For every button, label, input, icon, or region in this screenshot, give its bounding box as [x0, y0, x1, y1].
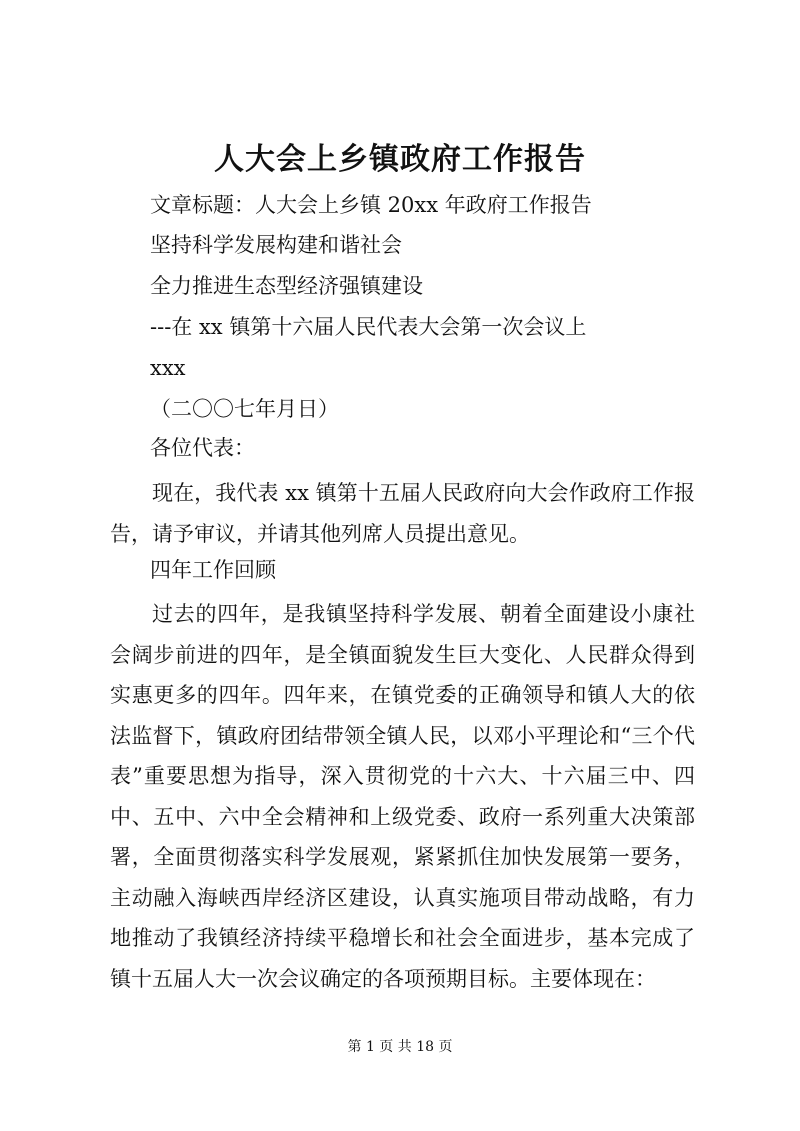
date-line: （二〇〇七年月日）	[150, 397, 339, 421]
section-heading: 四年工作回顾	[150, 558, 276, 582]
document-title: 人大会上乡镇政府工作报告	[214, 142, 586, 177]
meeting-line: ---在 xx 镇第十六届人民代表大会第一次会议上	[150, 315, 587, 339]
intro-paragraph: 现在，我代表 xx 镇第十五届人民政府向大会作政府工作报告，请予审议，并请其他列席人员提出意见。	[110, 481, 695, 546]
review-paragraph: 过去的四年，是我镇坚持科学发展、朝着全面建设小康社会阔步前进的四年，是全镇面貌发生巨大变化、人民群众得到实惠更多的四年。四年来，在镇党委的正确领导和镇人大的依法监督下，镇政府团结带领全镇人民，以邓小平理论和“三个代表”重要思想为指导，深入贯彻党的十六大、十六届三中、四中、五中、六中全会精神和上级党委、政府一系列重大决策部署，全面贯彻落实科学发展观，紧紧抓住加快发展第一要务，主动融入海峡西岸经济区建设，认真实施项目带动战略，有力地推动了我镇经济持续平稳增长和社会全面进步，基本完成了镇十五届人大一次会议确定的各项预期目标。主要体现在：	[110, 602, 695, 991]
subtitle-line-2: 全力推进生态型经济强镇建设	[150, 274, 423, 298]
subtitle-line-1: 坚持科学发展构建和谐社会	[150, 233, 402, 257]
speaker-name: xxx	[150, 356, 186, 380]
salutation: 各位代表：	[150, 436, 255, 460]
page-footer: 第 1 页 共 18 页	[347, 1039, 453, 1055]
article-title-line: 文章标题：人大会上乡镇 20xx 年政府工作报告	[150, 193, 592, 217]
